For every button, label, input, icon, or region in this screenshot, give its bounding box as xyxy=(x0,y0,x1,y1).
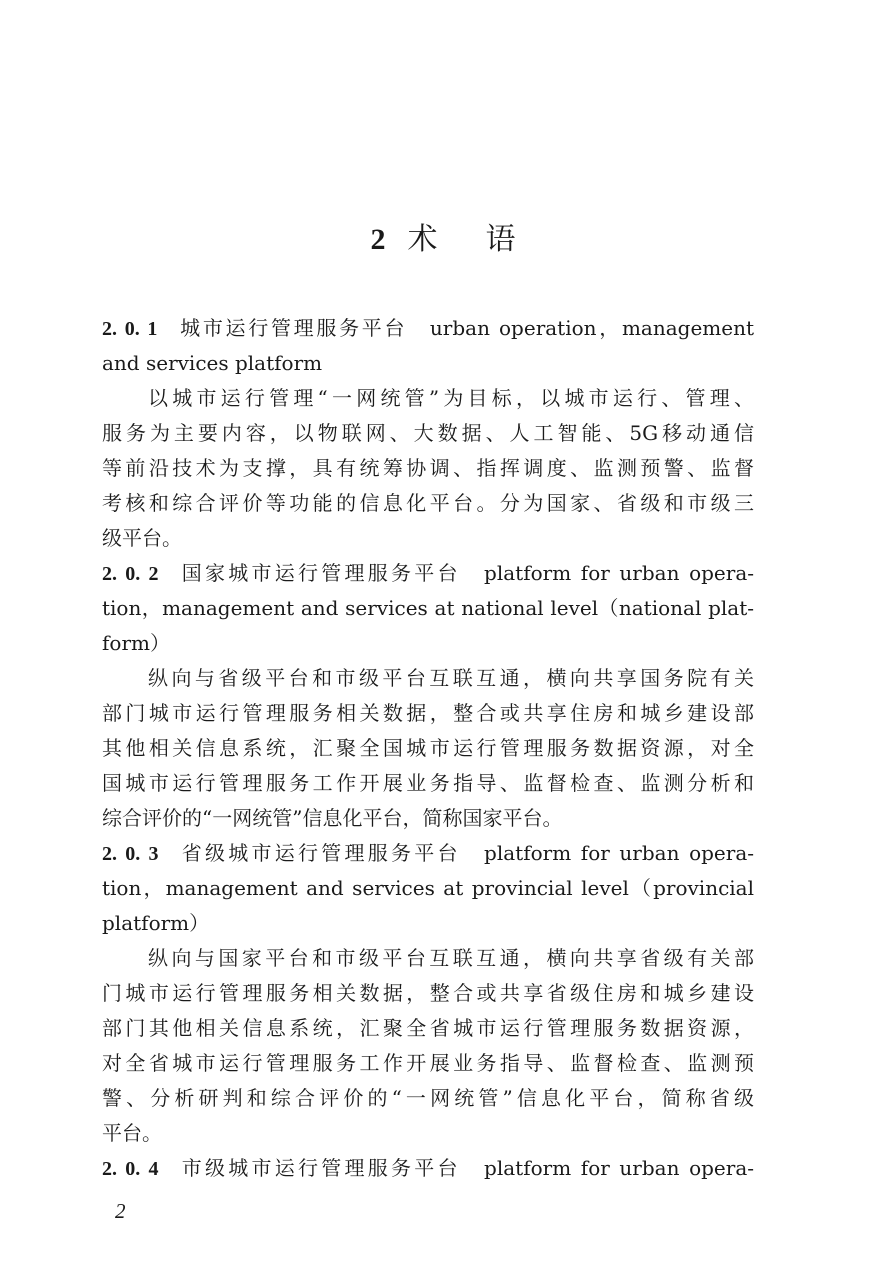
definition-line: 其他相关信息系统，汇聚全国城市运行管理服务数据资源，对全 xyxy=(102,736,754,760)
chapter-number: 2 xyxy=(370,223,386,256)
term-line: platform） xyxy=(102,911,210,935)
term-heading-text: 国家城市运行管理服务平台 platform for urban opera- xyxy=(178,561,754,585)
term-number: 2. 0. 2 xyxy=(102,563,159,585)
term-2-0-1-heading xyxy=(102,311,754,346)
definition-line: 门城市运行管理服务相关数据，整合或共享省级住房和城乡建设 xyxy=(102,981,754,1005)
term-number: 2. 0. 3 xyxy=(102,843,159,865)
term-line: tion，management and services at national level（national plat- xyxy=(102,596,754,620)
term-number: 2. 0. 1 xyxy=(102,318,158,340)
definition-line: 服务为主要内容，以物联网、大数据、人工智能、5G移动通信 xyxy=(102,421,754,445)
definition-line: 平台。 xyxy=(102,1121,162,1145)
definition-line: 国城市运行管理服务工作开展业务指导、监督检查、监测分析和 xyxy=(102,771,754,795)
definition-line: 警、分析研判和综合评价的“一网统管”信息化平台，简称省级 xyxy=(102,1086,754,1110)
chapter-title-part1: 术 xyxy=(407,222,438,257)
term-heading-text: 城市运行管理服务平台 urban operation，management xyxy=(177,316,754,340)
definition-line: 级平台。 xyxy=(102,526,182,550)
page-number: 2 xyxy=(115,1199,126,1223)
term-2-0-3-heading xyxy=(102,836,754,871)
definition-line: 纵向与省级平台和市级平台互联互通，横向共享国务院有关 xyxy=(148,666,754,690)
definition-line: 纵向与国家平台和市级平台互联互通，横向共享省级有关部 xyxy=(148,946,754,970)
terms-body xyxy=(102,311,754,1186)
definition-line: 考核和综合评价等功能的信息化平台。分为国家、省级和市级三 xyxy=(102,491,754,515)
term-heading-text: 市级城市运行管理服务平台 platform for urban opera- xyxy=(178,1156,754,1180)
definition-line: 等前沿技术为支撑，具有统筹协调、指挥调度、监测预警、监督 xyxy=(102,456,754,480)
chapter-title-part2: 语 xyxy=(485,222,516,257)
chapter-heading xyxy=(0,218,886,262)
term-line: tion，management and services at provincial level（provincial xyxy=(102,876,754,900)
definition-line: 综合评价的“一网统管”信息化平台，简称国家平台。 xyxy=(102,806,563,830)
term-2-0-2-heading xyxy=(102,556,754,591)
term-heading-text: 省级城市运行管理服务平台 platform for urban opera- xyxy=(178,841,754,865)
definition-line: 部门城市运行管理服务相关数据，整合或共享住房和城乡建设部 xyxy=(102,701,754,725)
term-2-0-4-heading xyxy=(102,1151,754,1186)
definition-line: 对全省城市运行管理服务工作开展业务指导、监督检查、监测预 xyxy=(102,1051,754,1075)
term-line: and services platform xyxy=(102,351,323,375)
definition-line: 以城市运行管理“一网统管”为目标，以城市运行、管理、 xyxy=(148,386,754,410)
definition-line: 部门其他相关信息系统，汇聚全省城市运行管理服务数据资源， xyxy=(102,1016,754,1040)
term-line: form） xyxy=(102,631,170,655)
term-number: 2. 0. 4 xyxy=(102,1158,159,1180)
